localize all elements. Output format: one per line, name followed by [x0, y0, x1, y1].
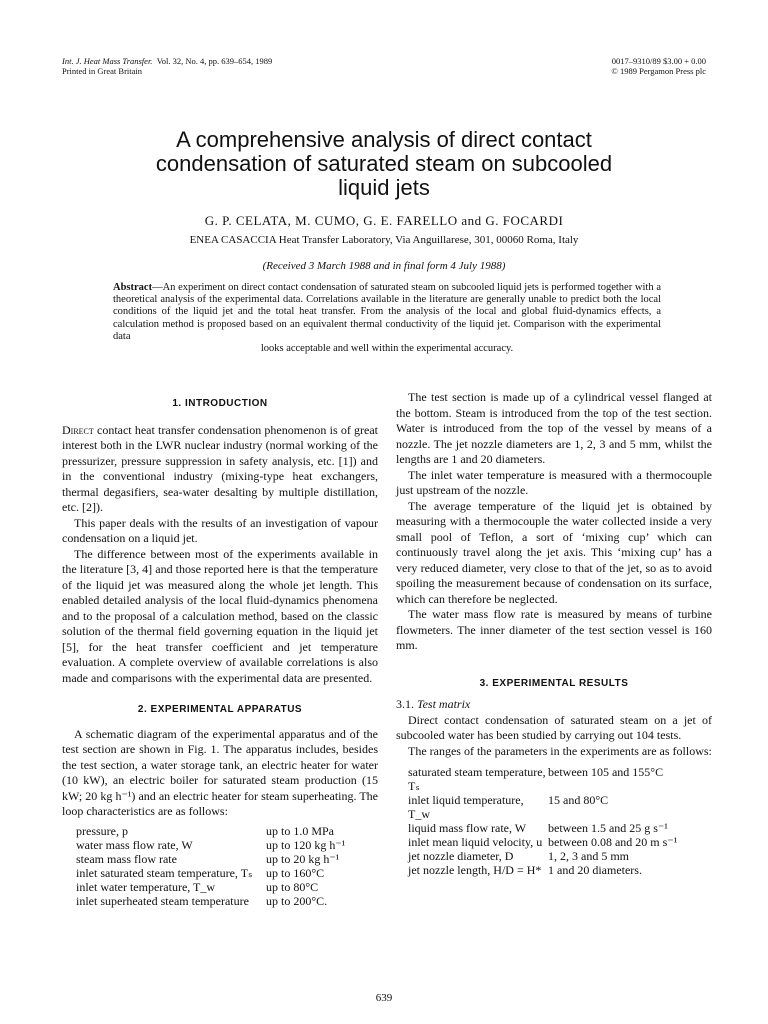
affiliation: ENEA CASACCIA Heat Transfer Laboratory, Via Anguillarese, 301, 00060 Roma, Italy	[189, 234, 579, 246]
parameter-row	[76, 894, 378, 908]
test-section-paragraph-4: The water mass flow rate is measured by means of turbine flowmeters. The inner diameter of the test section vessel is 160 mm.	[396, 607, 712, 652]
parameter-value: 15 and 80°C	[548, 793, 609, 807]
parameter-name: water mass flow rate, W	[76, 837, 193, 852]
parameter-value: 1, 2, 3 and 5 mm	[548, 849, 629, 863]
abstract-last-line: looks acceptable and well within the experimental accuracy.	[260, 343, 514, 355]
title-line-3: liquid jets	[338, 175, 430, 200]
parameter-value: between 105 and 155°C	[548, 765, 664, 779]
test-section-paragraph-1: The test section is made up of a cylindrical vessel flanged at the bottom. Steam is introduced from the top of the test section. Water is introduced from the top of the vessel by means of a nozzle. The jet nozzle diameters are 1, 2, 3 and 5 mm, whilst the lengths are 1 and 20 diameters.	[396, 390, 712, 466]
title-line-1: A comprehensive analysis of direct contact	[176, 127, 592, 152]
experiment-ranges-table	[408, 765, 708, 877]
parameter-value: up to 160°C	[266, 865, 325, 880]
parameter-name: inlet superheated steam temperature	[76, 893, 249, 908]
apparatus-paragraph-1: A schematic diagram of the experimental apparatus and of the test section are shown in Fig. 1. The apparatus includes, besides the test section, a water storage tank, an electric heater for water (10 kW), an electric boiler for saturated steam production (15 kW; 20 kg h⁻¹) and an electric heater for steam superheating. The loop characteristics are as follows:	[62, 726, 378, 818]
parameter-name: inlet liquid temperature, T_w	[408, 793, 524, 821]
results-paragraph-2: The ranges of the parameters in the experiments are as follows:	[408, 743, 712, 758]
journal-code-header	[611, 56, 706, 76]
intro-paragraph-2: This paper deals with the results of an investigation of vapour condensation on a liquid jet.	[62, 515, 378, 545]
parameter-value: up to 120 kg h⁻¹	[266, 837, 346, 852]
parameter-row	[76, 852, 378, 866]
issn-code: 0017–9310/89 $3.00 + 0.00	[611, 56, 706, 66]
parameter-value: up to 80°C	[266, 879, 319, 894]
authors: G. P. CELATA, M. CUMO, G. E. FARELLO and G. FOCARDI	[204, 213, 564, 228]
parameter-value: up to 20 kg h⁻¹	[266, 851, 340, 866]
parameter-value: between 0.08 and 20 m s⁻¹	[548, 835, 678, 849]
copyright: © 1989 Pergamon Press plc	[611, 66, 706, 76]
parameter-name: inlet water temperature, T_w	[76, 879, 216, 894]
parameter-value: between 1.5 and 25 g s⁻¹	[548, 821, 668, 835]
parameter-row	[76, 880, 378, 894]
parameter-name: liquid mass flow rate, W	[408, 821, 527, 835]
parameter-value: up to 200°C.	[266, 893, 328, 908]
test-section-paragraph-3: The average temperature of the liquid jet is obtained by measuring with a thermocouple the water collected inside a very small pool of Teflon, a sort of ‘mixing cup’ which can continuously travel along the jet axis. This ‘mixing cup’ has a very reduced diameter, very close to that of the jet, so as to avoid spoiling the measurement because of condensation on its surface, which can therefore be neglected.	[396, 498, 712, 606]
intro-paragraph-3: The difference between most of the experiments available in the literature [3, 4] and those reported here is that the temperature of the liquid jet was measured along the whole jet length. This enabled detailed analysis of the local fluid-dynamics phenomena and to the proposal of a calculation method, based on the classic solution of the thermal field governing equation in the liquid jet [5], for the heat transfer coefficient and jet temperature evaluation. A complete overview of available correlations is also made and comparisons with the experimental data are presented.	[62, 546, 378, 685]
intro-paragraph-1: Direct contact heat transfer condensation phenomenon is of great interest both in the LWR nuclear industry (normal working of the pressurizer, pressure suppression in safety analysis, etc. [1]) and in the conventional industry (mixing-type heat exchangers, thermal degasifiers, sea-water desalting by multiple distillation, etc. [2]).	[62, 422, 378, 514]
paper-title	[60, 128, 708, 200]
parameter-value: up to 1.0 MPa	[266, 823, 335, 838]
parameter-name: steam mass flow rate	[76, 851, 177, 866]
loop-characteristics-table	[76, 824, 378, 908]
subsection-heading-test-matrix: 3.1. Test matrix	[396, 697, 471, 711]
parameter-value: 1 and 20 diameters.	[548, 863, 642, 877]
left-column	[62, 396, 378, 908]
parameter-name: jet nozzle length, H/D = H*	[408, 863, 542, 877]
page-number: 639	[375, 992, 393, 1004]
parameter-row	[76, 838, 378, 852]
abstract-text: —An experiment on direct contact condensation of saturated steam on subcooled liquid jets is performed together with a theoretical analysis of the experimental data. Correlations available in the literature are generally unable to predict both the local conditions of the liquid jet and the total heat transfer. From the analysis of the local and global fluid-dynamics effects, a calculation method is proposed based on an equivalent thermal conductivity of the liquid jet. Comparison with the experimental data	[113, 282, 661, 342]
journal-header	[62, 56, 272, 76]
test-section-paragraph-2: The inlet water temperature is measured with a thermocouple just upstream of the nozzle.	[396, 467, 712, 497]
section-heading-results: 3. EXPERIMENTAL RESULTS	[479, 677, 629, 689]
parameter-row	[408, 849, 708, 863]
results-paragraph-1: Direct contact condensation of saturated steam on a jet of subcooled water has been studied by carrying out 104 tests.	[396, 712, 712, 742]
abstract	[113, 282, 661, 355]
parameter-name: pressure, p	[76, 823, 128, 838]
section-heading-apparatus: 2. EXPERIMENTAL APPARATUS	[137, 704, 303, 715]
journal-name: Int. J. Heat Mass Transfer.	[62, 56, 153, 66]
printed-in: Printed in Great Britain	[62, 66, 143, 76]
parameter-row	[408, 835, 708, 849]
parameter-row	[76, 824, 378, 838]
right-column	[396, 390, 712, 877]
title-line-2: condensation of saturated steam on subcooled	[155, 151, 613, 176]
section-heading-introduction: 1. INTRODUCTION	[172, 398, 268, 409]
parameter-name: inlet mean liquid velocity, u	[408, 835, 543, 849]
parameter-name: jet nozzle diameter, D	[408, 849, 514, 863]
parameter-row	[408, 863, 708, 877]
received-dates: (Received 3 March 1988 and in final form 4 July 1988)	[262, 260, 506, 272]
journal-volume: Vol. 32, No. 4, pp. 639–654, 1989	[156, 56, 273, 66]
parameter-row	[408, 821, 708, 835]
parameter-row	[408, 765, 708, 793]
abstract-label: Abstract	[113, 282, 153, 293]
parameter-name: saturated steam temperature, Tₛ	[408, 765, 546, 793]
parameter-name: inlet saturated steam temperature, Tₛ	[76, 865, 253, 880]
parameter-row	[76, 866, 378, 880]
parameter-row	[408, 793, 708, 821]
